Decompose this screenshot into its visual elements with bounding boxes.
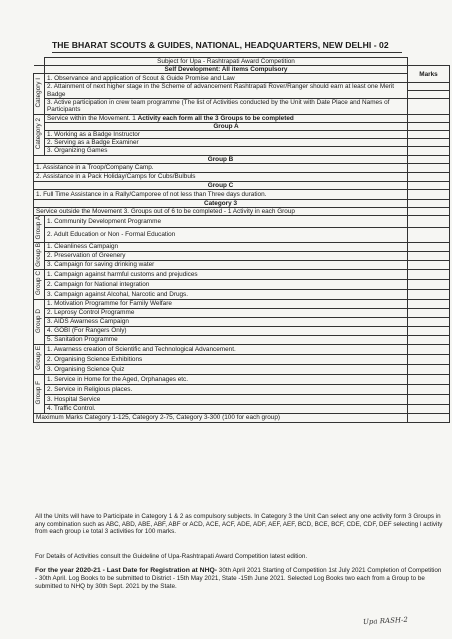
marks-cell (408, 384, 450, 394)
list-item: 2. Assistance in a Pack Holiday/Camps for Cubs/Bulbuls (34, 172, 408, 181)
list-item: 3. Organising Science Quiz (45, 364, 408, 374)
group-e-label: Group E (34, 344, 45, 374)
marks-cell (408, 189, 450, 199)
award-activities-table (33, 57, 450, 423)
marks-cell (408, 308, 450, 317)
table-row (34, 384, 450, 394)
table-row (34, 172, 450, 181)
list-item: 2. Serving as a Badge Examiner (45, 139, 408, 147)
marks-cell (408, 344, 450, 354)
list-item: 4. GOBI (For Rangers Only) (45, 326, 408, 335)
table-row (34, 147, 450, 155)
marks-cell (408, 413, 450, 422)
marks-cell (408, 147, 450, 155)
category-2-label: Category 2 (34, 114, 45, 155)
category-2-intro: Service within the Movement. 1 Activity each form all the 3 Groups to be completed (45, 114, 408, 122)
list-item: 3. Campaign against Alcohal, Narcotic and Drugs. (45, 289, 408, 299)
list-item: 2. Preservation of Greenery (45, 251, 408, 260)
table-row (34, 199, 450, 207)
group-d-label: Group D (34, 299, 45, 344)
page-heading: THE BHARAT SCOUTS & GUIDES, NATIONAL, HEADQUARTERS, NEW DELHI - 02 (52, 40, 389, 50)
table-row (34, 364, 450, 374)
table-row (34, 208, 450, 216)
table-row (34, 335, 450, 344)
marks-cell (408, 354, 450, 364)
heading-underline (52, 52, 402, 53)
marks-cell (408, 122, 450, 130)
self-development-heading: Self Development: All items Compulsory (45, 66, 408, 74)
table-row (34, 98, 450, 114)
blank-cell (34, 58, 45, 66)
category-3-heading: Category 3 (34, 199, 408, 207)
marks-cell (408, 172, 450, 181)
table-row (34, 114, 450, 122)
marks-cell (408, 181, 450, 189)
marks-cell (408, 139, 450, 147)
table-row (34, 163, 450, 172)
list-item: 2. Campaign for National integration (45, 279, 408, 289)
table-row (34, 317, 450, 326)
list-item: 1. Cleanliness Campaign (45, 242, 408, 251)
marks-cell (408, 216, 450, 227)
marks-cell (408, 251, 450, 260)
table-row (34, 354, 450, 364)
list-item: 2. Attainment of next higher stage in the Scheme of advancement Rashtrapati Rover/Ranger should earn at least one Merit Badge (45, 83, 408, 98)
marks-cell (408, 317, 450, 326)
list-item: 1. Community Development Programme (45, 216, 408, 227)
list-item: 4. Traffic Control. (45, 404, 408, 413)
list-item: 3. Hospital Service (45, 394, 408, 404)
group-b-heading: Group B (34, 155, 408, 163)
table-body (34, 58, 450, 423)
marks-cell (408, 260, 450, 269)
subject-heading: Subject for Upa - Rashtrapati Award Competition (45, 58, 408, 66)
marks-cell (408, 163, 450, 172)
table-row (34, 66, 450, 74)
list-item: 3. Organizing Games (45, 147, 408, 155)
marks-cell (408, 335, 450, 344)
blank-cell (34, 66, 45, 74)
group-c-label: Group C (34, 269, 45, 299)
group-b-label: Group B (34, 242, 45, 269)
table-row (34, 251, 450, 260)
marks-cell (408, 199, 450, 207)
list-item: 2. Leprosy Control Programme (45, 308, 408, 317)
marks-cell (408, 208, 450, 216)
table-row (34, 242, 450, 251)
group-a-label: Group A (34, 216, 45, 243)
table-row (34, 289, 450, 299)
list-item: 1. Campaign against harmful customs and prejudices (45, 269, 408, 279)
list-item: 2. Adult Education or Non - Formal Education (45, 227, 408, 242)
marks-cell (408, 131, 450, 139)
list-item: 1. Working as a Badge Instructor (45, 131, 408, 139)
table-row (34, 299, 450, 308)
table-row (34, 374, 450, 384)
list-item: 1. Observance and application of Scout & Guide Promise and Law (45, 74, 408, 83)
list-item: 3. Campaign for saving drinking water (45, 260, 408, 269)
table-row (34, 83, 450, 90)
marks-cell (408, 394, 450, 404)
list-item: 3. Active participation in crew team programme (The list of Activities conducted by the Unit with Date Place and Names of Participants (45, 98, 408, 114)
marks-cell (408, 155, 450, 163)
table-row (34, 155, 450, 163)
table-row (34, 58, 450, 66)
marks-cell (408, 289, 450, 299)
group-c-heading: Group C (34, 181, 408, 189)
list-item: 1. Assistance in a Troop/Company Camp. (34, 163, 408, 172)
category-3-intro: Service outside the Movement 3. Groups out of 6 to be completed - 1 Activity in each Group (34, 208, 408, 216)
table-row (34, 413, 450, 422)
list-item: 1. Service in Home for the Aged, Orphanages etc. (45, 374, 408, 384)
table-row (34, 308, 450, 317)
guideline-note: For Details of Activities consult the Guideline of Upa-Rashtrapati Award Competition latest edition. (35, 553, 308, 560)
category-1-label: Category I (34, 74, 45, 114)
table-row (34, 326, 450, 335)
blank-cell (408, 58, 450, 66)
group-f-label: Group F (34, 374, 45, 413)
marks-cell (408, 114, 450, 122)
maximum-marks-note: Maximum Marks Category 1-125, Category 2-75, Category 3-300 (100 for each group) (34, 413, 408, 422)
marks-cell (408, 279, 450, 289)
table-row (34, 260, 450, 269)
table-row (34, 181, 450, 189)
marks-cell (408, 83, 450, 90)
participation-note: All the Units will have to Participate in Category 1 & 2 as compulsory subjects. In Category 3 the Unit Can select any one activity form 3 Groups in any combination such as ABC, ABD, ABE, ABF, ABF or ACD, ACE, ACF, ADE, ADF, AEF, AEF, BCD, BCE, BCF, CDE, CDF, DEF selecting l activity from each group i.e total 3 activities for 100 marks. (35, 513, 443, 536)
list-item: 5. Sanitation Programme (45, 335, 408, 344)
table-row (34, 131, 450, 139)
table-row (34, 344, 450, 354)
table-row (34, 189, 450, 199)
list-item: 2. Organising Science Exhibitions (45, 354, 408, 364)
marks-cell (408, 374, 450, 384)
list-item: 1. Awarness creation of Scientific and Technological Advancement. (45, 344, 408, 354)
table-row (34, 122, 450, 130)
table-row (34, 279, 450, 289)
marks-cell (408, 326, 450, 335)
table-row (34, 216, 450, 227)
marks-cell (408, 299, 450, 308)
table-row (34, 269, 450, 279)
schedule-note: For the year 2020-21 - Last Date for Registration at NHQ- 30th April 2021 Starting of Competition 1st July 2021 Completion of Competition - 30th April. Log Books to be submitted to District - 15th May 2021, State -15th June 2021. Selected Log Books two each from a Group to be submitted to NHQ by 30th Sept. 2021 by the State. (35, 567, 442, 590)
table-row (34, 394, 450, 404)
marks-cell (408, 364, 450, 374)
list-item: 3. AIDS Awarness Campaign (45, 317, 408, 326)
group-a-heading: Group A (45, 122, 408, 130)
table-row (34, 139, 450, 147)
marks-cell (408, 90, 450, 98)
marks-cell (408, 269, 450, 279)
list-item: 1. Motivation Programme for Family Welfare (45, 299, 408, 308)
marks-cell (408, 404, 450, 413)
marks-cell (408, 242, 450, 251)
marks-cell (408, 98, 450, 114)
marks-cell (408, 227, 450, 242)
table-row (34, 74, 450, 83)
handwritten-annotation: Upa RASH-2 (362, 615, 409, 627)
list-item: 1. Full Time Assistance in a Rally/Camporee of not less than Three days duration. (34, 189, 408, 199)
table-row (34, 404, 450, 413)
marks-header: Marks (408, 66, 450, 83)
table-row (34, 227, 450, 242)
list-item: 2. Service in Religious places. (45, 384, 408, 394)
